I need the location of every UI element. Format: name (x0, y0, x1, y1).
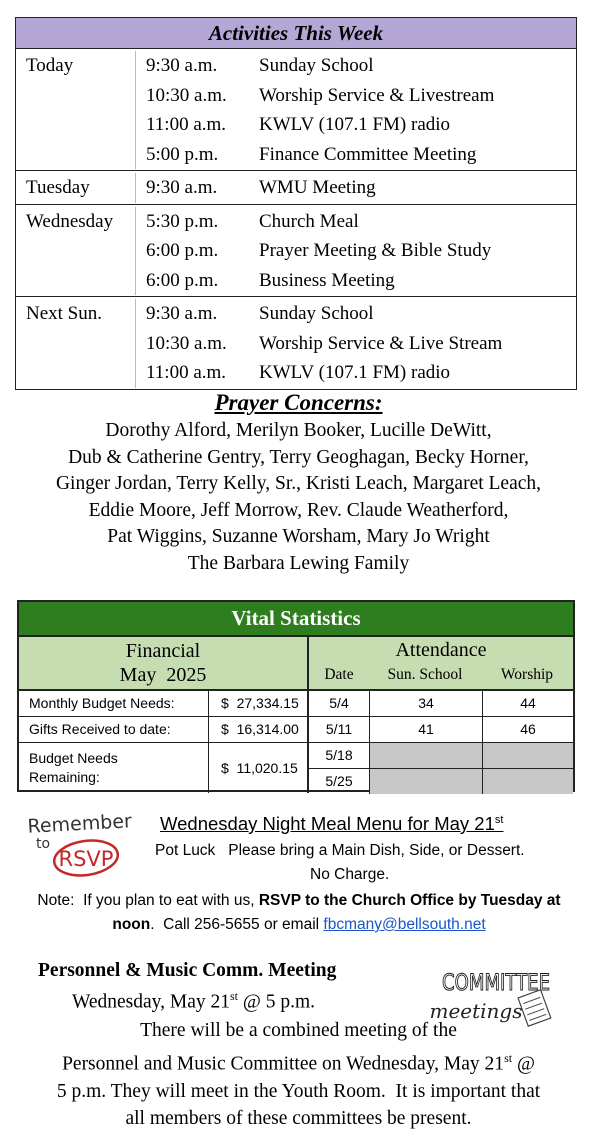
activities-group-next-sunday (16, 297, 576, 389)
sunday-school-count-empty (370, 769, 483, 794)
activity-event: Sunday School (259, 303, 374, 324)
activities-group-wednesday (16, 205, 576, 298)
activity-event: Prayer Meeting & Bible Study (259, 240, 492, 261)
activity-time: 11:00 a.m. (146, 362, 227, 383)
activity-time: 10:30 a.m. (146, 332, 227, 354)
personnel-body-text: Personnel and Music Committee on Wednesday, May 21 (62, 1053, 505, 1074)
activity-time: 5:30 p.m. (146, 210, 219, 232)
prayer-names-line: Dub & Catherine Gentry, Terry Geoghagan, Becky Horner, (68, 446, 529, 468)
activity-day: Next Sun. (16, 299, 136, 329)
meal-note-rsvp: RSVP to the Church Office by Tuesday at noon (112, 892, 561, 933)
meal-title (160, 813, 503, 835)
attendance-date: 5/18 (309, 743, 370, 768)
meal-note-text: Note: If you plan to eat with us, (37, 892, 259, 909)
remaining-amount: $ 11,020.15 (209, 743, 309, 793)
activity-row (16, 266, 576, 296)
personnel-when-time: @ 5 p.m. (238, 991, 316, 1013)
activity-time: 11:00 a.m. (146, 114, 227, 135)
sunday-school-count: 41 (370, 717, 483, 742)
logo-word: COMMITTEE (442, 971, 550, 996)
budget-label: Monthly Budget Needs: (19, 691, 209, 716)
activity-row (16, 207, 576, 237)
activity-row (16, 173, 576, 203)
activities-group-tuesday (16, 171, 576, 205)
activity-time: 5:00 p.m. (146, 143, 219, 165)
worship-count-empty (483, 769, 573, 794)
activities-group-today (16, 49, 576, 171)
sunday-school-count-empty (370, 743, 483, 768)
activity-row (16, 358, 576, 388)
prayer-concerns (0, 388, 597, 578)
gifts-amount: $ 16,314.00 (209, 717, 309, 742)
meal-title-sup: st (494, 813, 504, 826)
attendance-row (309, 743, 573, 769)
vital-row (19, 691, 573, 717)
col-date-header: Date (324, 666, 354, 683)
remaining-label (19, 743, 209, 793)
sunday-school-count: 34 (370, 691, 483, 716)
activity-time: 9:30 a.m. (146, 177, 218, 198)
personnel-title: Personnel & Music Comm. Meeting (38, 960, 337, 981)
activity-day: Today (16, 51, 136, 81)
attendance-row (309, 769, 573, 794)
activity-time: 10:30 a.m. (146, 84, 227, 106)
col-sunday-school-header: Sun. School (387, 666, 463, 683)
activity-row (16, 329, 576, 359)
personnel-when (72, 989, 315, 1014)
activity-time: 9:30 a.m. (146, 303, 218, 324)
attendance-extra-rows (309, 743, 573, 793)
activity-day: Wednesday (16, 207, 136, 237)
logo-word: meetings (429, 999, 523, 1023)
attendance-label: Attendance (395, 639, 487, 661)
activity-row (16, 81, 576, 111)
prayer-names-line: The Barbara Lewing Family (187, 552, 410, 574)
stamp-word: Remember (27, 810, 133, 838)
financial-period: May 2025 (119, 664, 207, 686)
vital-title: Vital Statistics (19, 602, 573, 637)
activity-row (16, 51, 576, 81)
budget-amount: $ 27,334.15 (209, 691, 309, 716)
meal-charge: No Charge. (310, 866, 390, 883)
meal-description: Pot Luck Please bring a Main Dish, Side, or Dessert. (155, 842, 525, 859)
activity-event: Sunday School (259, 55, 374, 76)
personnel-when-sup: st (230, 989, 239, 1003)
prayer-names-line: Pat Wiggins, Suzanne Worsham, Mary Jo Wright (107, 526, 490, 548)
activity-event: KWLV (107.1 FM) radio (259, 362, 451, 383)
worship-count-empty (483, 743, 573, 768)
activity-event: Worship Service & Live Stream (259, 332, 503, 354)
activities-table (15, 17, 577, 390)
email-link[interactable]: fbcmany@bellsouth.net (323, 916, 486, 933)
personnel-body-sup: st (504, 1050, 513, 1065)
activity-row (16, 236, 576, 266)
stamp-word: RSVP (58, 847, 114, 871)
attendance-date: 5/4 (309, 691, 370, 716)
personnel-body-line (0, 1045, 597, 1078)
personnel-body-text: @ (512, 1053, 535, 1074)
col-worship-header: Worship (500, 666, 554, 683)
activity-day: Tuesday (16, 173, 136, 203)
activity-event: WMU Meeting (259, 177, 376, 198)
financial-header (19, 637, 309, 689)
activity-time: 6:00 p.m. (146, 269, 219, 291)
activity-event: KWLV (107.1 FM) radio (259, 114, 451, 135)
activity-row (16, 299, 576, 329)
activity-time: 9:30 a.m. (146, 55, 218, 76)
activity-event: Worship Service & Livestream (259, 84, 495, 106)
vital-row (19, 717, 573, 743)
activity-event: Business Meeting (259, 269, 395, 291)
remaining-label-line: Budget Needs (29, 750, 118, 766)
activity-time: 6:00 p.m. (146, 240, 219, 261)
meal-note-text: . Call 256-5655 or email (150, 916, 324, 933)
vital-header-row (19, 637, 573, 691)
vital-statistics-table (17, 600, 575, 792)
activity-event: Finance Committee Meeting (259, 143, 477, 165)
prayer-names-line: Ginger Jordan, Terry Kelly, Sr., Kristi Leach, Margaret Leach, (55, 473, 542, 495)
prayer-names-line: Eddie Moore, Jeff Morrow, Rev. Claude Weatherford, (88, 499, 509, 521)
remember-to-rsvp-icon (27, 810, 133, 880)
activity-event: Church Meal (259, 210, 359, 232)
meal-note (18, 889, 580, 937)
attendance-subheader (309, 663, 573, 687)
attendance-header (309, 637, 573, 689)
activity-row (16, 140, 576, 170)
worship-count: 44 (520, 695, 536, 711)
personnel-body-line: all members of these committees be present. (125, 1108, 472, 1129)
stamp-word: to (36, 836, 51, 852)
worship-count: 46 (520, 721, 536, 737)
activity-row (16, 110, 576, 140)
personnel-body-line: 5 p.m. They will meet in the Youth Room. It is important that (56, 1080, 541, 1102)
personnel-when-text: Wednesday, May 21 (72, 991, 230, 1013)
remaining-label-line: Remaining: (29, 769, 100, 785)
financial-label: Financial (125, 640, 201, 662)
attendance-date: 5/11 (309, 717, 370, 742)
prayer-names-line: Dorothy Alford, Merilyn Booker, Lucille DeWitt, (105, 420, 492, 441)
attendance-date: 5/25 (309, 769, 370, 794)
vital-row-remaining (19, 743, 573, 793)
meal-title-text: Wednesday Night Meal Menu for May 21 (160, 813, 495, 834)
prayer-title: Prayer Concerns: (214, 390, 383, 415)
personnel-body-line: There will be a combined meeting of the (140, 1020, 457, 1041)
activities-title: Activities This Week (16, 18, 576, 49)
personnel-body (0, 1017, 597, 1133)
gifts-label: Gifts Received to date: (19, 717, 209, 742)
